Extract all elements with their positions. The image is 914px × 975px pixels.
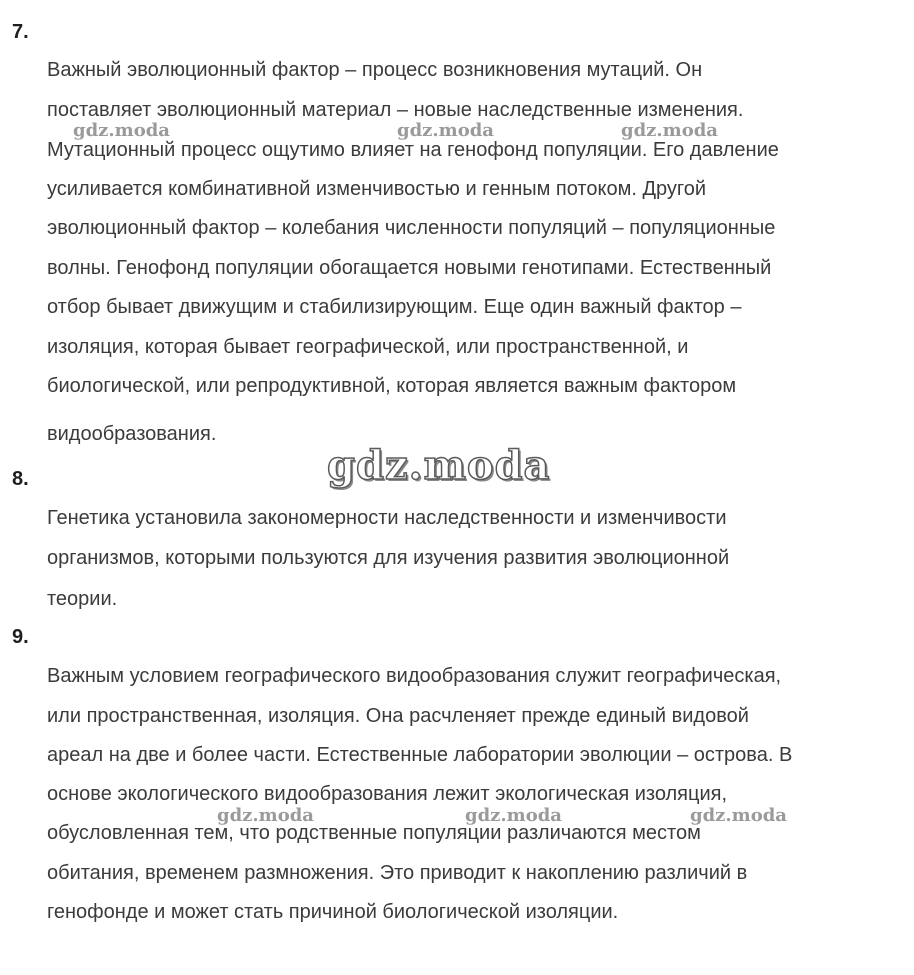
watermark: gdz.moda xyxy=(465,805,562,826)
section-8-number: 8. xyxy=(12,468,29,490)
text-line: Важный эволюционный фактор – процесс возникновения мутаций. Он xyxy=(47,59,703,81)
watermark: gdz.moda xyxy=(690,805,787,826)
watermark: gdz.moda xyxy=(73,120,170,141)
text-line: или пространственная, изоляция. Она расчленяет прежде единый видовой xyxy=(47,705,749,727)
watermark: gdz.moda xyxy=(621,120,718,141)
text-line: биологической, или репродуктивной, которая является важным фактором xyxy=(47,375,737,397)
text-line: организмов, которыми пользуются для изучения развития эволюционной xyxy=(47,547,730,569)
text-line: Генетика установила закономерности наследственности и изменчивости xyxy=(47,507,727,529)
text-line: Мутационный процесс ощутимо влияет на генофонд популяции. Его давление xyxy=(47,139,779,161)
text-line: основе экологического видообразования лежит экологическая изоляция, xyxy=(47,783,728,805)
watermark-large: gdz.moda xyxy=(327,442,551,489)
section-9-number: 9. xyxy=(12,626,29,648)
text-line: отбор бывает движущим и стабилизирующим. Еще один важный фактор – xyxy=(47,296,742,318)
text-line: теории. xyxy=(47,588,118,610)
text-line: обитания, временем размножения. Это приводит к накоплению различий в xyxy=(47,862,748,884)
watermark: gdz.moda xyxy=(217,805,314,826)
text-line: Важным условием географического видообразования служит географическая, xyxy=(47,665,782,687)
section-7-number: 7. xyxy=(12,21,29,43)
text-line: усиливается комбинативной изменчивостью и генным потоком. Другой xyxy=(47,178,707,200)
watermark: gdz.moda xyxy=(397,120,494,141)
text-line: ареал на две и более части. Естественные лаборатории эволюции – острова. В xyxy=(47,744,793,766)
text-line: видообразования. xyxy=(47,423,217,445)
text-line: обусловленная тем, что родственные популяции различаются местом xyxy=(47,822,701,844)
text-line: генофонде и может стать причиной биологической изоляции. xyxy=(47,901,619,923)
text-line: волны. Генофонд популяции обогащается новыми генотипами. Естественный xyxy=(47,257,772,279)
text-line: эволюционный фактор – колебания численности популяций – популяционные xyxy=(47,217,776,239)
text-line: поставляет эволюционный материал – новые наследственные изменения. xyxy=(47,99,744,121)
text-line: изоляция, которая бывает географической, или пространственной, и xyxy=(47,336,689,358)
